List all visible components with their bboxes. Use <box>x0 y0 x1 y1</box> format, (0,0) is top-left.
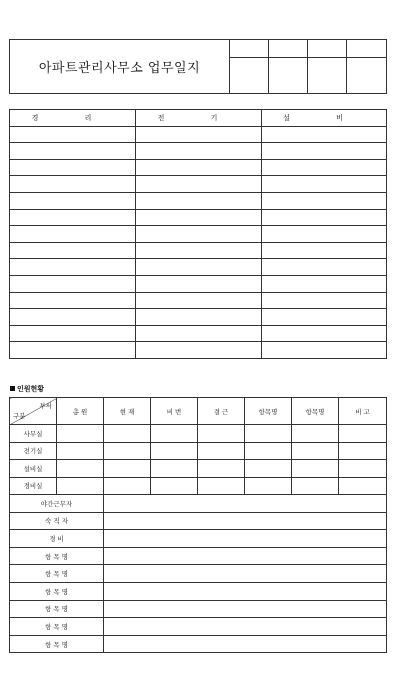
duty-row <box>10 582 387 600</box>
approval-box <box>308 40 347 58</box>
staff-row <box>10 460 387 478</box>
log-cell <box>136 242 262 259</box>
log-cell <box>136 325 262 342</box>
log-cell <box>262 143 387 160</box>
duty-row <box>10 618 387 636</box>
log-cell <box>262 192 387 209</box>
log-cell <box>136 259 262 276</box>
log-cell <box>262 209 387 226</box>
staff-corner-cell <box>10 398 57 425</box>
staff-cell <box>292 477 339 495</box>
staff-col-header: 현 재 <box>104 398 151 425</box>
log-cell <box>136 159 262 176</box>
log-cell <box>10 126 136 143</box>
staff-row-label: 경비실 <box>10 477 57 495</box>
log-row <box>10 159 387 176</box>
staff-cell <box>57 425 104 443</box>
page-title: 아파트관리사무소 업무일지 <box>10 40 230 94</box>
log-col-accounting: 경 리 <box>10 110 136 127</box>
log-row <box>10 209 387 226</box>
staff-cell <box>151 460 198 478</box>
staff-col-header: 항목명 <box>292 398 339 425</box>
staff-cell <box>104 477 151 495</box>
staff-row-label: 전기실 <box>10 442 57 460</box>
duty-row <box>10 600 387 618</box>
duty-cell <box>104 618 387 636</box>
log-cell <box>136 342 262 359</box>
duty-cell <box>104 600 387 618</box>
staff-cell <box>339 442 387 460</box>
staff-cell <box>245 425 292 443</box>
duty-row <box>10 565 387 583</box>
log-cell <box>10 176 136 193</box>
staff-cell <box>57 477 104 495</box>
staff-cell <box>292 460 339 478</box>
staff-status-table <box>9 397 387 495</box>
duty-row-label: 경 비 <box>10 530 104 548</box>
log-cell <box>10 242 136 259</box>
approval-sign-box <box>347 58 387 94</box>
log-cell <box>10 159 136 176</box>
approval-sign-box <box>230 58 269 94</box>
duty-row-label: 야간근무자 <box>10 495 104 513</box>
staff-row <box>10 477 387 495</box>
log-cell <box>136 275 262 292</box>
log-cell <box>10 342 136 359</box>
log-row <box>10 192 387 209</box>
log-cell <box>262 292 387 309</box>
staff-cell <box>339 425 387 443</box>
staff-col-header: 총 원 <box>57 398 104 425</box>
duty-row-label: 항 목 명 <box>10 582 104 600</box>
log-row <box>10 126 387 143</box>
staff-cell <box>339 460 387 478</box>
corner-dept-label: 부서 <box>39 402 52 410</box>
log-row <box>10 176 387 193</box>
staff-col-header: 항목명 <box>245 398 292 425</box>
staff-cell <box>339 477 387 495</box>
log-cell <box>262 309 387 326</box>
log-row <box>10 242 387 259</box>
log-cell <box>10 192 136 209</box>
log-cell <box>262 226 387 243</box>
log-row <box>10 342 387 359</box>
staff-cell <box>198 477 245 495</box>
staff-col-header: 결 근 <box>198 398 245 425</box>
staff-row-label: 사무실 <box>10 425 57 443</box>
log-row <box>10 309 387 326</box>
log-cell <box>262 275 387 292</box>
approval-box <box>230 40 269 58</box>
duty-cell <box>104 635 387 653</box>
duty-list-table <box>9 494 387 653</box>
duty-row-label: 항 목 명 <box>10 565 104 583</box>
staff-row <box>10 425 387 443</box>
log-cell <box>136 209 262 226</box>
staff-col-header: 비 고 <box>339 398 387 425</box>
log-cell <box>136 176 262 193</box>
staff-cell <box>151 442 198 460</box>
log-cell <box>262 126 387 143</box>
duty-row-label: 항 목 명 <box>10 618 104 636</box>
log-cell <box>262 242 387 259</box>
log-cell <box>10 226 136 243</box>
staff-cell <box>292 425 339 443</box>
log-cell <box>262 325 387 342</box>
duty-row <box>10 530 387 548</box>
log-row <box>10 275 387 292</box>
corner-category-label: 구분 <box>13 412 26 420</box>
staff-cell <box>245 477 292 495</box>
staff-cell <box>245 442 292 460</box>
log-cell <box>136 192 262 209</box>
log-cell <box>136 126 262 143</box>
staff-col-header: 비 번 <box>151 398 198 425</box>
staff-row-label: 설비실 <box>10 460 57 478</box>
staff-header-row <box>10 398 387 425</box>
log-cell <box>10 209 136 226</box>
duty-cell <box>104 530 387 548</box>
staff-cell <box>104 442 151 460</box>
staff-cell <box>245 460 292 478</box>
staff-cell <box>104 460 151 478</box>
log-row <box>10 143 387 160</box>
duty-cell <box>104 512 387 530</box>
staff-cell <box>151 425 198 443</box>
log-cell <box>262 176 387 193</box>
staff-cell <box>151 477 198 495</box>
log-cell <box>10 143 136 160</box>
log-cell <box>136 226 262 243</box>
duty-cell <box>104 547 387 565</box>
staff-cell <box>57 460 104 478</box>
title-block <box>9 39 387 94</box>
approval-box <box>269 40 308 58</box>
duty-cell <box>104 495 387 513</box>
log-cell <box>262 342 387 359</box>
duty-cell <box>104 582 387 600</box>
approval-box <box>347 40 387 58</box>
staff-section-label: 인원현황 <box>10 384 44 394</box>
log-row <box>10 259 387 276</box>
approval-sign-box <box>269 58 308 94</box>
staff-row <box>10 442 387 460</box>
staff-cell <box>57 442 104 460</box>
log-cell <box>262 259 387 276</box>
duty-row-label: 항 목 명 <box>10 635 104 653</box>
staff-cell <box>198 460 245 478</box>
log-cell <box>136 309 262 326</box>
staff-cell <box>292 442 339 460</box>
log-col-facility: 설 비 <box>262 110 387 127</box>
square-bullet-icon <box>10 386 15 391</box>
log-cell <box>10 275 136 292</box>
log-cell <box>10 309 136 326</box>
daily-log-table <box>9 109 387 359</box>
log-cell <box>10 325 136 342</box>
staff-cell <box>104 425 151 443</box>
duty-cell <box>104 565 387 583</box>
duty-row-label: 항 목 명 <box>10 547 104 565</box>
staff-cell <box>198 425 245 443</box>
log-cell <box>262 159 387 176</box>
log-cell <box>10 292 136 309</box>
log-row <box>10 226 387 243</box>
duty-row <box>10 635 387 653</box>
duty-row <box>10 495 387 513</box>
duty-row-label: 숙 직 자 <box>10 512 104 530</box>
duty-row <box>10 547 387 565</box>
log-cell <box>136 292 262 309</box>
duty-row-label: 항 목 명 <box>10 600 104 618</box>
log-cell <box>10 259 136 276</box>
approval-sign-box <box>308 58 347 94</box>
log-row <box>10 325 387 342</box>
log-cell <box>136 143 262 160</box>
log-header-row <box>10 110 387 127</box>
log-col-electric: 전 기 <box>136 110 262 127</box>
duty-row <box>10 512 387 530</box>
staff-cell <box>198 442 245 460</box>
log-row <box>10 292 387 309</box>
